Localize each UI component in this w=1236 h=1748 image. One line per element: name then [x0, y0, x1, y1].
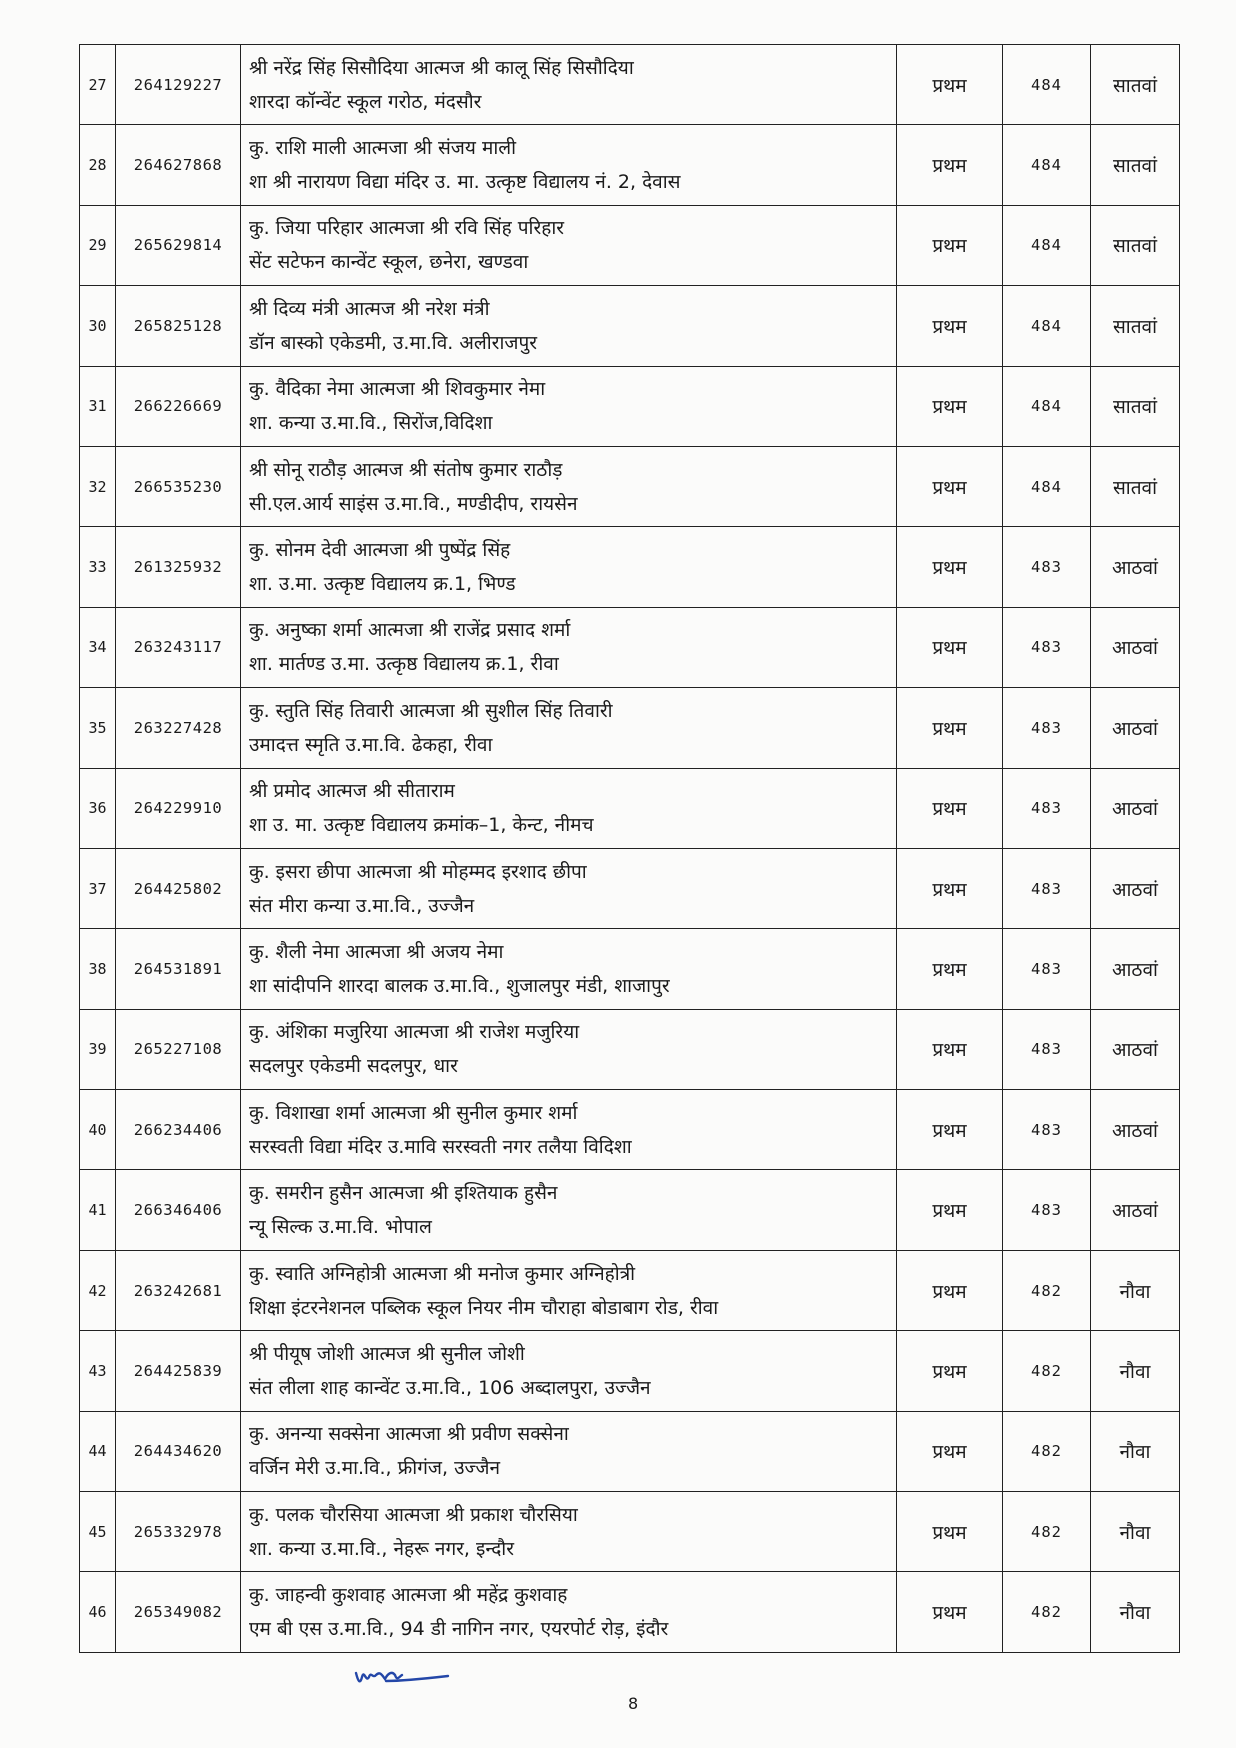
table-row — [80, 125, 1180, 205]
table-row — [80, 366, 1180, 446]
marks-cell: 483 — [1003, 1090, 1091, 1170]
table-row — [80, 45, 1180, 125]
student-name: कु. जाहन्वी कुशवाह आत्मजा श्री महेंद्र कुशवाह — [249, 1584, 568, 1607]
rank-cell: आठवां — [1091, 688, 1180, 768]
student-name: कु. राशि माली आत्मजा श्री संजय माली — [249, 137, 517, 160]
table-row — [80, 1009, 1180, 1089]
serial-number-cell: 31 — [80, 366, 116, 446]
table-row — [80, 1090, 1180, 1170]
division-cell: प्रथम — [897, 45, 1003, 125]
student-info-cell — [241, 286, 897, 366]
student-name: कु. स्तुति सिंह तिवारी आत्मजा श्री सुशील सिंह तिवारी — [249, 699, 613, 722]
student-name: कु. शैली नेमा आत्मजा श्री अजय नेमा — [249, 940, 504, 963]
serial-number-cell: 35 — [80, 688, 116, 768]
table-row — [80, 1492, 1180, 1572]
rank-cell: नौवा — [1091, 1411, 1180, 1491]
student-info-cell — [241, 768, 897, 848]
marks-cell: 482 — [1003, 1331, 1091, 1411]
division-cell: प्रथम — [897, 1170, 1003, 1250]
school-name: शारदा कॉन्वेंट स्कूल गरोठ, मंदसौर — [249, 90, 482, 113]
student-info-cell — [241, 446, 897, 526]
marks-cell: 483 — [1003, 848, 1091, 928]
table-row — [80, 286, 1180, 366]
roll-number-cell: 265825128 — [116, 286, 241, 366]
student-name: कु. अनुष्का शर्मा आत्मजा श्री राजेंद्र प्रसाद शर्मा — [249, 619, 571, 642]
student-name: कु. विशाखा शर्मा आत्मजा श्री सुनील कुमार शर्मा — [249, 1101, 578, 1124]
student-info-cell — [241, 1170, 897, 1250]
school-name: सेंट सटेफन कान्वेंट स्कूल, छनेरा, खण्डवा — [249, 251, 529, 274]
table-row — [80, 446, 1180, 526]
serial-number-cell: 34 — [80, 607, 116, 687]
student-info-cell — [241, 205, 897, 285]
roll-number-cell: 265332978 — [116, 1492, 241, 1572]
serial-number-cell: 29 — [80, 205, 116, 285]
student-name: कु. वैदिका नेमा आत्मजा श्री शिवकुमार नेमा — [249, 378, 546, 401]
rank-cell: सातवां — [1091, 125, 1180, 205]
school-name: डॉन बास्को एकेडमी, उ.मा.वि. अलीराजपुर — [249, 331, 538, 354]
roll-number-cell: 263243117 — [116, 607, 241, 687]
school-name: सरस्वती विद्या मंदिर उ.मावि सरस्वती नगर तलैया विदिशा — [249, 1135, 632, 1158]
division-cell: प्रथम — [897, 205, 1003, 285]
school-name: शा. उ.मा. उत्कृष्ट विद्यालय क्र.1, भिण्ड — [249, 573, 516, 596]
marks-cell: 484 — [1003, 366, 1091, 446]
table-row — [80, 607, 1180, 687]
school-name: शा उ. मा. उत्कृष्ट विद्यालय क्रमांक–1, केन्ट, नीमच — [249, 814, 594, 837]
rank-cell: नौवा — [1091, 1331, 1180, 1411]
school-name: शा. मार्तण्ड उ.मा. उत्कृष्ठ विद्यालय क्र.1, रीवा — [249, 653, 559, 676]
student-info-cell — [241, 929, 897, 1009]
school-name: सदलपुर एकेडमी सदलपुर, धार — [249, 1055, 458, 1078]
student-info-cell — [241, 45, 897, 125]
serial-number-cell: 27 — [80, 45, 116, 125]
rank-cell: सातवां — [1091, 446, 1180, 526]
rank-cell: सातवां — [1091, 366, 1180, 446]
student-name: कु. इसरा छीपा आत्मजा श्री मोहम्मद इरशाद छीपा — [249, 860, 587, 883]
rank-cell: सातवां — [1091, 205, 1180, 285]
marks-cell: 484 — [1003, 205, 1091, 285]
division-cell: प्रथम — [897, 366, 1003, 446]
division-cell: प्रथम — [897, 1250, 1003, 1330]
student-info-cell — [241, 1250, 897, 1330]
marks-cell: 482 — [1003, 1572, 1091, 1652]
marks-cell: 484 — [1003, 286, 1091, 366]
student-info-cell — [241, 1009, 897, 1089]
school-name: शा सांदीपनि शारदा बालक उ.मा.वि., शुजालपुर मंडी, शाजापुर — [249, 974, 670, 997]
marks-cell: 483 — [1003, 607, 1091, 687]
division-cell: प्रथम — [897, 929, 1003, 1009]
rank-cell: नौवा — [1091, 1492, 1180, 1572]
merit-list-table — [79, 44, 1180, 1653]
roll-number-cell: 264229910 — [116, 768, 241, 848]
marks-cell: 482 — [1003, 1492, 1091, 1572]
rank-cell: नौवा — [1091, 1572, 1180, 1652]
division-cell: प्रथम — [897, 1009, 1003, 1089]
roll-number-cell: 265227108 — [116, 1009, 241, 1089]
marks-cell: 483 — [1003, 527, 1091, 607]
student-name: कु. समरीन हुसैन आत्मजा श्री इश्तियाक हुसैन — [249, 1182, 558, 1205]
serial-number-cell: 44 — [80, 1411, 116, 1491]
school-name: शा. कन्या उ.मा.वि., सिरोंज,विदिशा — [249, 412, 493, 435]
roll-number-cell: 266535230 — [116, 446, 241, 526]
student-info-cell — [241, 125, 897, 205]
table-row — [80, 1572, 1180, 1652]
marks-cell: 483 — [1003, 929, 1091, 1009]
student-name: कु. अंशिका मजुरिया आत्मजा श्री राजेश मजुरिया — [249, 1021, 580, 1044]
table-row — [80, 688, 1180, 768]
school-name: उमादत्त स्मृति उ.मा.वि. ढेकहा, रीवा — [249, 733, 493, 756]
marks-cell: 482 — [1003, 1411, 1091, 1491]
serial-number-cell: 40 — [80, 1090, 116, 1170]
student-name: कु. जिया परिहार आत्मजा श्री रवि सिंह परिहार — [249, 217, 565, 240]
student-name: श्री पीयूष जोशी आत्मज श्री सुनील जोशी — [249, 1342, 525, 1365]
division-cell: प्रथम — [897, 1090, 1003, 1170]
serial-number-cell: 46 — [80, 1572, 116, 1652]
student-info-cell — [241, 1331, 897, 1411]
student-name: श्री प्रमोद आत्मज श्री सीताराम — [249, 780, 455, 803]
table-row — [80, 1170, 1180, 1250]
division-cell: प्रथम — [897, 1331, 1003, 1411]
division-cell: प्रथम — [897, 1411, 1003, 1491]
marks-cell: 483 — [1003, 768, 1091, 848]
roll-number-cell: 266226669 — [116, 366, 241, 446]
division-cell: प्रथम — [897, 125, 1003, 205]
division-cell: प्रथम — [897, 607, 1003, 687]
student-info-cell — [241, 1090, 897, 1170]
serial-number-cell: 36 — [80, 768, 116, 848]
division-cell: प्रथम — [897, 1572, 1003, 1652]
student-info-cell — [241, 848, 897, 928]
rank-cell: सातवां — [1091, 286, 1180, 366]
serial-number-cell: 33 — [80, 527, 116, 607]
rank-cell: नौवा — [1091, 1250, 1180, 1330]
serial-number-cell: 38 — [80, 929, 116, 1009]
rank-cell: आठवां — [1091, 768, 1180, 848]
roll-number-cell: 265629814 — [116, 205, 241, 285]
roll-number-cell: 263227428 — [116, 688, 241, 768]
rank-cell: आठवां — [1091, 527, 1180, 607]
merit-list-body — [80, 45, 1180, 1653]
table-row — [80, 1411, 1180, 1491]
serial-number-cell: 37 — [80, 848, 116, 928]
table-row — [80, 848, 1180, 928]
school-name: शिक्षा इंटरनेशनल पब्लिक स्कूल नियर नीम चौराहा बोडाबाग रोड, रीवा — [249, 1296, 719, 1319]
school-name: न्यू सिल्क उ.मा.वि. भोपाल — [249, 1216, 432, 1239]
serial-number-cell: 41 — [80, 1170, 116, 1250]
table-row — [80, 1250, 1180, 1330]
school-name: शा. कन्या उ.मा.वि., नेहरू नगर, इन्दौर — [249, 1537, 514, 1560]
roll-number-cell: 264627868 — [116, 125, 241, 205]
student-info-cell — [241, 527, 897, 607]
student-name: श्री नरेंद्र सिंह सिसौदिया आत्मज श्री कालू सिंह सिसौदिया — [249, 56, 634, 79]
page-number: 8 — [628, 1694, 639, 1713]
table-row — [80, 205, 1180, 285]
rank-cell: आठवां — [1091, 1009, 1180, 1089]
student-info-cell — [241, 1411, 897, 1491]
division-cell: प्रथम — [897, 446, 1003, 526]
roll-number-cell: 266234406 — [116, 1090, 241, 1170]
table-row — [80, 1331, 1180, 1411]
serial-number-cell: 43 — [80, 1331, 116, 1411]
student-name: श्री सोनू राठौड़ आत्मज श्री संतोष कुमार राठौड़ — [249, 458, 563, 481]
marks-cell: 482 — [1003, 1250, 1091, 1330]
school-name: सी.एल.आर्य साइंस उ.मा.वि., मण्डीदीप, रायसेन — [249, 492, 578, 515]
roll-number-cell: 261325932 — [116, 527, 241, 607]
roll-number-cell: 264425802 — [116, 848, 241, 928]
marks-cell: 483 — [1003, 688, 1091, 768]
rank-cell: आठवां — [1091, 1170, 1180, 1250]
serial-number-cell: 32 — [80, 446, 116, 526]
marks-cell: 483 — [1003, 1009, 1091, 1089]
rank-cell: आठवां — [1091, 1090, 1180, 1170]
student-info-cell — [241, 1572, 897, 1652]
roll-number-cell: 264434620 — [116, 1411, 241, 1491]
rank-cell: आठवां — [1091, 848, 1180, 928]
marks-cell: 484 — [1003, 125, 1091, 205]
student-info-cell — [241, 1492, 897, 1572]
school-name: संत लीला शाह कान्वेंट उ.मा.वि., 106 अब्दालपुरा, उज्जैन — [249, 1376, 651, 1399]
division-cell: प्रथम — [897, 688, 1003, 768]
student-name: कु. पलक चौरसिया आत्मजा श्री प्रकाश चौरसिया — [249, 1503, 578, 1526]
division-cell: प्रथम — [897, 768, 1003, 848]
table-row — [80, 768, 1180, 848]
roll-number-cell: 264129227 — [116, 45, 241, 125]
roll-number-cell: 266346406 — [116, 1170, 241, 1250]
rank-cell: आठवां — [1091, 929, 1180, 1009]
table-row — [80, 527, 1180, 607]
student-name: कु. सोनम देवी आत्मजा श्री पुष्पेंद्र सिंह — [249, 539, 511, 562]
serial-number-cell: 28 — [80, 125, 116, 205]
student-name: कु. अनन्या सक्सेना आत्मजा श्री प्रवीण सक्सेना — [249, 1423, 569, 1446]
serial-number-cell: 39 — [80, 1009, 116, 1089]
roll-number-cell: 263242681 — [116, 1250, 241, 1330]
marks-cell: 484 — [1003, 446, 1091, 526]
student-name: श्री दिव्य मंत्री आत्मज श्री नरेश मंत्री — [249, 297, 490, 320]
rank-cell: आठवां — [1091, 607, 1180, 687]
rank-cell: सातवां — [1091, 45, 1180, 125]
student-info-cell — [241, 607, 897, 687]
marks-cell: 484 — [1003, 45, 1091, 125]
school-name: शा श्री नारायण विद्या मंदिर उ. मा. उत्कृष्ट विद्यालय नं. 2, देवास — [249, 171, 681, 194]
student-info-cell — [241, 366, 897, 446]
school-name: वर्जिन मेरी उ.मा.वि., फ्रीगंज, उज्जैन — [249, 1457, 501, 1480]
roll-number-cell: 264531891 — [116, 929, 241, 1009]
division-cell: प्रथम — [897, 527, 1003, 607]
serial-number-cell: 30 — [80, 286, 116, 366]
marks-cell: 483 — [1003, 1170, 1091, 1250]
student-info-cell — [241, 688, 897, 768]
serial-number-cell: 42 — [80, 1250, 116, 1330]
student-name: कु. स्वाति अग्निहोत्री आत्मजा श्री मनोज कुमार अग्निहोत्री — [249, 1262, 636, 1285]
division-cell: प्रथम — [897, 1492, 1003, 1572]
division-cell: प्रथम — [897, 286, 1003, 366]
school-name: संत मीरा कन्या उ.मा.वि., उज्जैन — [249, 894, 475, 917]
handwritten-initials — [352, 1655, 462, 1695]
roll-number-cell: 265349082 — [116, 1572, 241, 1652]
serial-number-cell: 45 — [80, 1492, 116, 1572]
roll-number-cell: 264425839 — [116, 1331, 241, 1411]
table-row — [80, 929, 1180, 1009]
school-name: एम बी एस उ.मा.वि., 94 डी नागिन नगर, एयरपोर्ट रोड़, इंदौर — [249, 1618, 669, 1641]
division-cell: प्रथम — [897, 848, 1003, 928]
